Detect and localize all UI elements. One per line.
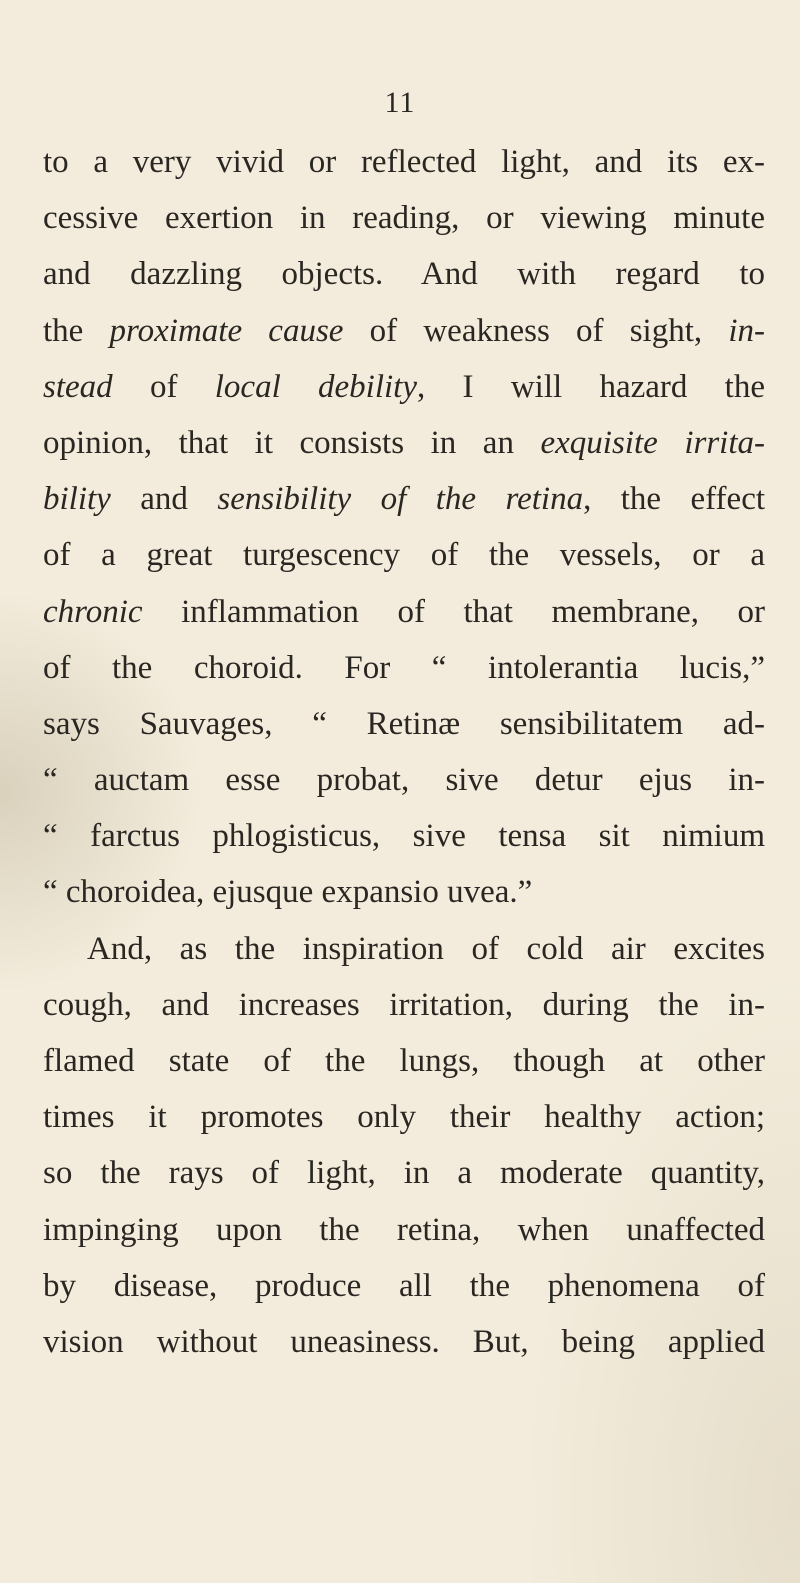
text-line [43,246,765,302]
text-line [43,808,765,864]
text-segment: of the choroid. For “ intolerantia lucis,” [43,649,765,686]
text-line [43,415,765,471]
text-line [43,752,765,808]
text-segment: impinging upon the retina, when unaffected [43,1211,765,1248]
text-segment: to a very vivid or reflected light, and its ex- [43,144,765,180]
text-segment: vision without uneasiness. But, being applied [43,1323,765,1360]
text-segment: , I will hazard the [417,368,765,405]
text-segment: of weakness of sight, [343,312,729,349]
italic-text: in- [728,312,765,349]
italic-text: local debility [214,368,417,405]
text-line [43,359,765,415]
text-line [43,190,765,246]
body-text [43,134,765,1370]
text-segment: times it promotes only their healthy action; [43,1099,765,1136]
text-line [43,977,765,1033]
text-segment: “ auctam esse probat, sive detur ejus in- [43,762,765,799]
text-segment: flamed state of the lungs, though at other [43,1043,765,1079]
text-line [43,1145,765,1201]
page-number: 11 [384,86,416,119]
text-line [43,696,765,752]
text-segment: inflammation of that membrane, or [142,593,765,630]
text-segment: opinion, that it consists in an [43,424,541,461]
text-line [43,303,765,359]
text-line [43,1314,765,1370]
italic-text: sensibility of the retina [217,481,584,518]
text-line [43,921,765,977]
text-segment: cessive exertion in reading, or viewing minute [43,200,765,237]
text-segment: the [43,312,110,349]
text-line [43,584,765,640]
text-line [43,1033,765,1089]
text-line [43,640,765,696]
text-segment: , the effect [583,481,766,518]
text-segment: and dazzling objects. And with regard to [43,256,765,293]
text-line [43,134,765,190]
text-segment: And, as the inspiration of cold air excites [87,930,765,967]
italic-text: bility [43,481,111,518]
italic-text: chronic [43,593,143,630]
text-line [43,471,765,527]
text-line [43,1089,765,1145]
text-segment: “ choroidea, ejusque expansio uvea.” [43,874,533,911]
text-segment: of [112,368,215,405]
text-line [43,864,765,920]
text-line [43,1202,765,1258]
text-segment: of a great turgescency of the vessels, or a [43,537,765,574]
text-segment: cough, and increases irritation, during the in- [43,986,765,1023]
italic-text: exquisite irrita- [540,424,766,461]
italic-text: stead [43,368,113,405]
text-segment: says Sauvages, “ Retinæ sensibilitatem ad- [43,705,765,742]
text-line [43,1258,765,1314]
text-segment: “ farctus phlogisticus, sive tensa sit nimium [43,818,765,855]
italic-text: proximate cause [109,312,344,349]
text-segment: by disease, produce all the phenomena of [43,1267,765,1304]
text-segment: and [110,481,218,518]
text-segment: so the rays of light, in a moderate quantity, [43,1155,765,1192]
text-line [43,527,765,583]
